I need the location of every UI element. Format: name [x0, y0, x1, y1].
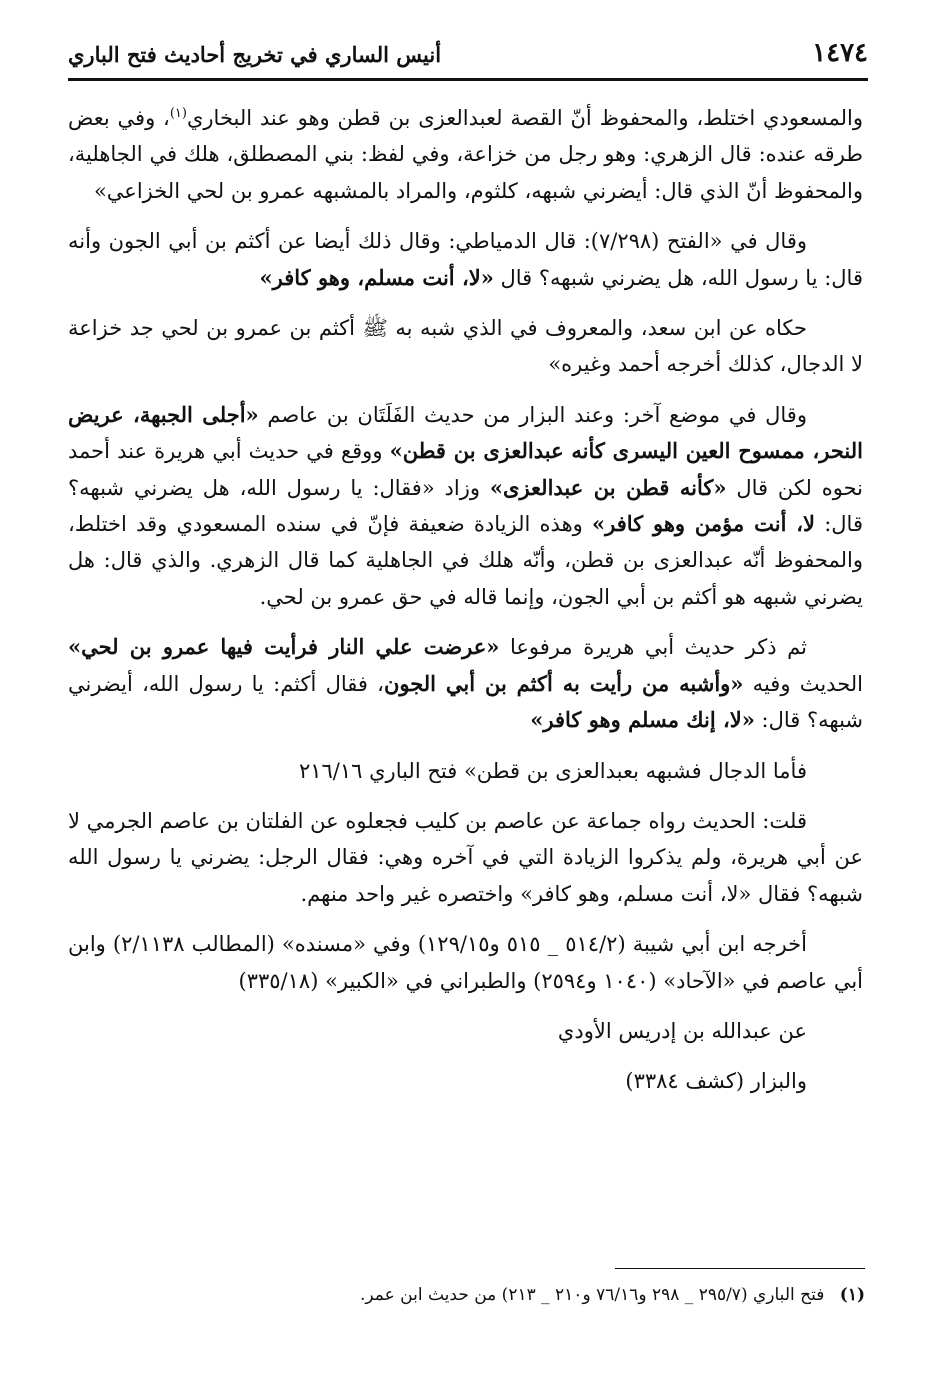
- paragraph: [68, 397, 863, 615]
- text-segment: قلت: الحديث رواه جماعة عن عاصم بن كليب فجعلوه عن الفلتان بن عاصم الجرمي لا عن أبي هريرة، ولم يذكروا الزيادة التي في آخره وهي: فقال الرجل: يضرني يا رسول الله شبهه؟ فقال «لا، أنت مسلم، وهو كافر» واختصره غير واحد منهم.: [68, 808, 863, 906]
- paragraph: [68, 629, 863, 738]
- text-segment: وقال في «الفتح (٧/٢٩٨): قال الدمياطي: وقال ذلك أيضا عن أكثم بن أبي الجون وأنه قال: يا رسول الله، هل يضرني شبهه؟ قال: [68, 229, 863, 290]
- bold-quote: «لا، إنك مسلم وهو كافر»: [530, 707, 755, 733]
- bold-quote: «أجلى الجبهة، عريض النحر، ممسوح العين اليسرى كأنه عبدالعزى بن قطن»: [68, 401, 863, 464]
- footnote-ref: (١): [169, 106, 187, 121]
- text-segment: وزاد «فقال: يا رسول الله، هل يضرني شبهه؟ قال:: [68, 475, 863, 537]
- text-segment: أخرجه ابن أبي شيبة (٥١٤/٢ _ ٥١٥ و١٢٩/١٥) وفي «مسنده» (المطالب ٢/١١٣٨) وابن أبي عاصم في «الآحاد» (١٠٤٠ و٢٥٩٤) والطبراني في «الكبير» (٣٣٥/١٨): [68, 932, 863, 993]
- bold-quote: لا، أنت مؤمن وهو كافر»: [592, 511, 816, 537]
- paragraph: [68, 926, 863, 999]
- text-segment: وقال في موضع آخر: وعند البزار من حديث الفَلَتَان بن عاصم: [258, 402, 807, 427]
- footnote-text: فتح الباري (٢٩٥/٧ _ ٢٩٨ و٧٦/١٦ و٢١٠ _ ٢١٣) من حديث ابن عمر.: [360, 1285, 825, 1305]
- text-segment: ووقع في حديث أبي هريرة عند أحمد نحوه لكن قال: [68, 439, 864, 500]
- text-segment: وهذه الزيادة ضعيفة فإنّ في سنده المسعودي وقد اختلط، والمحفوظ أنّه عبدالعزى بن قطن، وأنّه هلك في الجاهلية كما قال الزهري. والذي قال: هل يضرني شبهه هو أكثم بن أبي الجون، وإنما قاله في حق عمرو بن لحي.: [68, 512, 863, 609]
- text-segment: الحديث وفيه: [743, 671, 863, 696]
- paragraph: [68, 803, 863, 912]
- header-rule: [68, 78, 868, 81]
- paragraph: [68, 310, 863, 383]
- text-segment: ، وفي بعض طرقه عنده: قال الزهري: وهو رجل من خزاعة، وفي لفظ: بني المصطلق، هلك في الجاهلية، والمحفوظ أنّ الذي قال: أيضرني شبهه، كلثوم، والمراد بالمشبهه عمرو بن لحي الخزاعي»: [68, 106, 863, 203]
- paragraph: [68, 1063, 863, 1099]
- footnote-rule: [615, 1268, 865, 1269]
- book-title: أنيس الساري في تخريج أحاديث فتح الباري: [68, 42, 442, 67]
- text-segment: والمسعودي اختلط، والمحفوظ أنّ القصة لعبدالعزى بن قطن وهو عند البخاري: [186, 106, 864, 130]
- text-segment: حكاه عن ابن سعد، والمعروف في الذي شبه به ﷺ أكثم بن عمرو بن لحي جد خزاعة لا الدجال، كذلك أخرجه أحمد وغيره»: [68, 316, 863, 377]
- bold-quote: «كأنه قطن بن عبدالعزى»: [489, 474, 727, 500]
- text-segment: فأما الدجال فشبهه بعبدالعزى بن قطن» فتح الباري ٢١٦/١٦: [298, 758, 807, 783]
- paragraph: [68, 1013, 863, 1049]
- footnote-number: (١): [839, 1285, 865, 1305]
- paragraph: [68, 753, 863, 789]
- bold-quote: «وأشبه من رأيت به أكثم بن أبي الجون: [383, 670, 744, 696]
- text-segment: عن عبدالله بن إدريس الأودي: [557, 1018, 807, 1043]
- bold-quote: «لا، أنت مسلم، وهو كافر»: [259, 264, 494, 290]
- text-segment: ثم ذكر حديث أبي هريرة مرفوعا: [499, 635, 807, 660]
- page-header: [68, 36, 868, 78]
- paragraph: [68, 96, 863, 209]
- footnote: [85, 1283, 865, 1307]
- bold-quote: «عرضت علي النار فرأيت فيها عمرو بن لحي»: [68, 634, 500, 660]
- text-segment: والبزار (كشف ٣٣٨٤): [625, 1069, 807, 1094]
- main-text: [68, 96, 863, 1114]
- page-number: ١٤٧٤: [812, 38, 868, 68]
- paragraph: [68, 223, 863, 296]
- text-segment: ، فقال أكثم: يا رسول الله، أيضرني شبهه؟ قال:: [68, 671, 863, 733]
